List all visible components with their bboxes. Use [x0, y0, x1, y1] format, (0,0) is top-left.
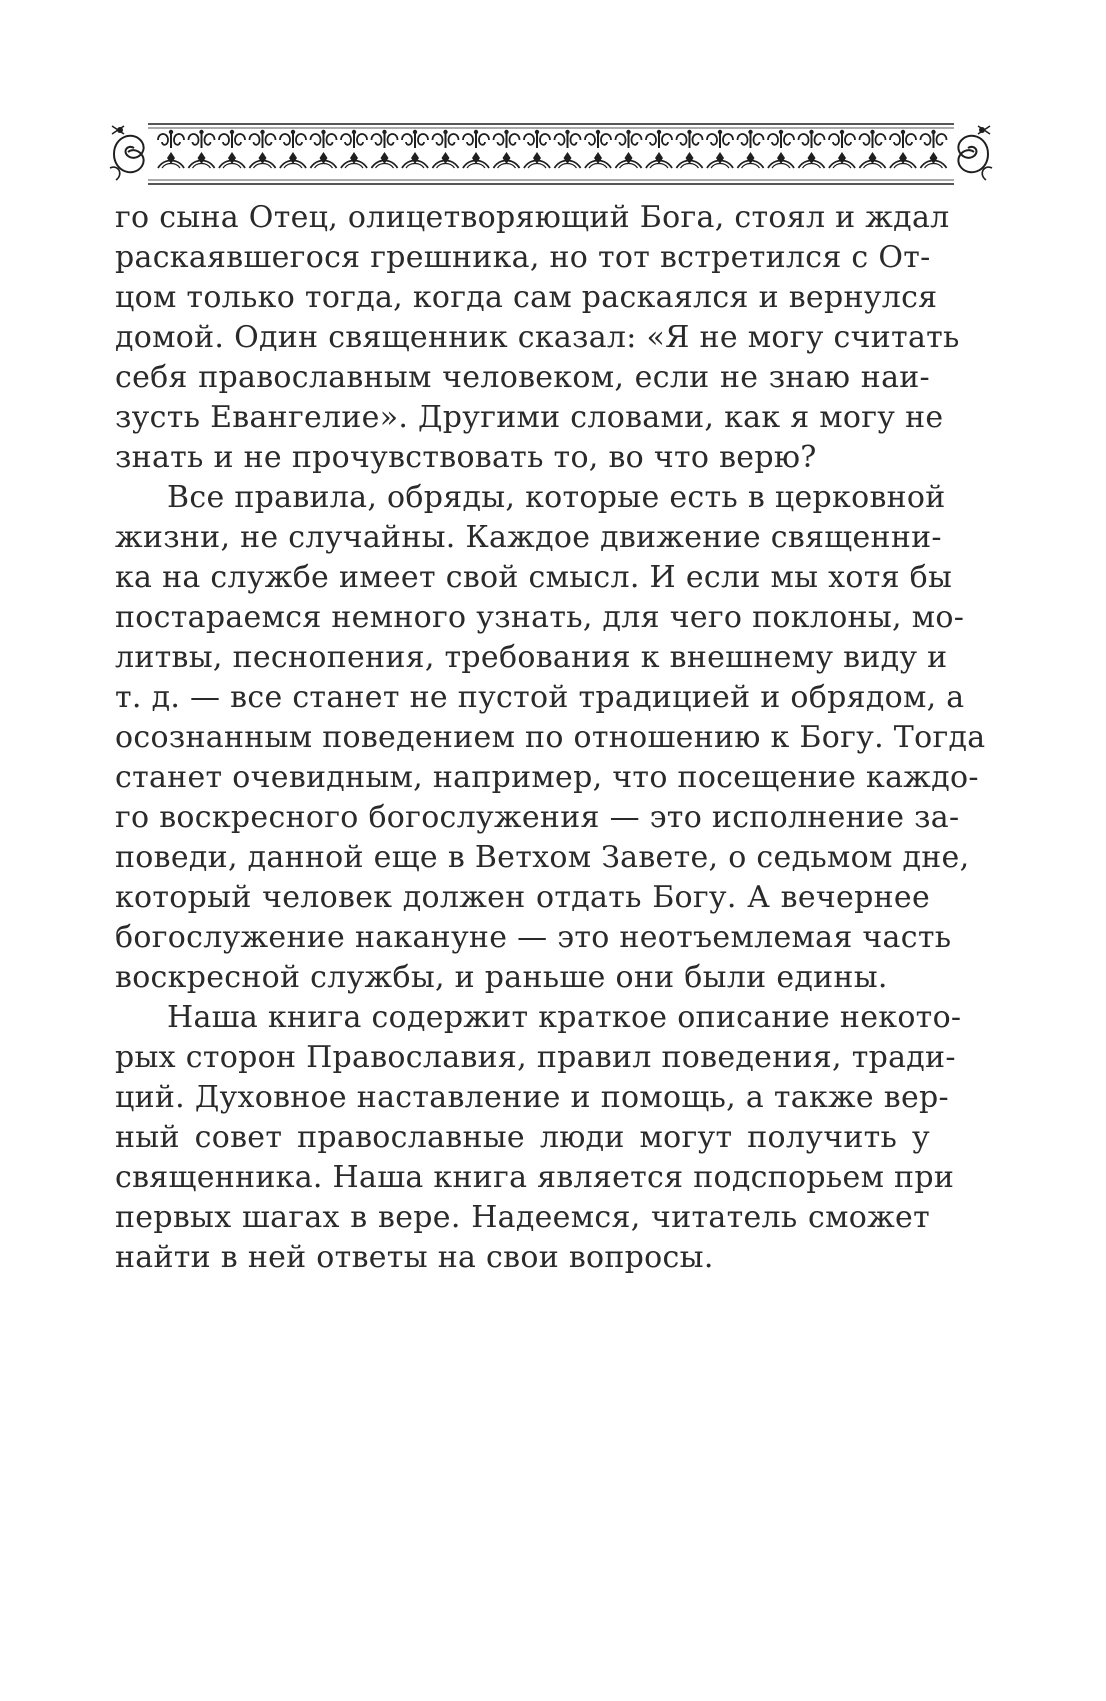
text-line: знать и не прочувствовать то, во что верю?	[115, 440, 817, 475]
ornament-motif-icon	[646, 130, 672, 168]
text-line: ка на службе имеет свой смысл. И если мы хотя бы	[115, 560, 953, 595]
text-line: жизни, не случайны. Каждое движение священни-	[115, 520, 942, 555]
text-line: рых сторон Православия, правил поведения, тради-	[115, 1040, 956, 1075]
ornament-motif-icon	[829, 130, 855, 168]
text-line: постараемся немного узнать, для чего поклоны, мо-	[115, 600, 965, 635]
ornament-motif-icon	[524, 130, 550, 168]
text-line: который человек должен отдать Богу. А вечернее	[115, 880, 930, 915]
ornament-motif-icon	[158, 130, 184, 168]
ornament-motif-icon	[250, 130, 276, 168]
ornament-motif-icon	[738, 130, 764, 168]
text-line: домой. Один священник сказал: «Я не могу считать	[115, 320, 960, 355]
ornament-motif-icon	[799, 130, 825, 168]
text-line: найти в ней ответы на свои вопросы.	[115, 1240, 714, 1275]
ornament-motif-icon	[219, 130, 245, 168]
text-line: т. д. — все станет не пустой традицией и обрядом, а	[115, 680, 965, 715]
ornament-motif-icon	[860, 130, 886, 168]
text-line: священника. Наша книга является подспорьем при	[115, 1160, 955, 1195]
text-line: Все правила, обряды, которые есть в церковной	[167, 480, 946, 515]
ornament-motif-icon	[494, 130, 520, 168]
ornament-motif-icon	[707, 130, 733, 168]
ornament-motif-icon	[433, 130, 459, 168]
text-line: богослужение накануне — это неотъемлемая часть	[115, 920, 952, 955]
text-line: станет очевидным, например, что посещение каждо-	[115, 760, 979, 795]
ornamental-border-icon	[108, 118, 994, 188]
ornament-motif-icon	[555, 130, 581, 168]
text-line: воскресной службы, и раньше они были едины.	[115, 960, 888, 995]
text-line: Наша книга содержит краткое описание некото-	[167, 1000, 962, 1035]
body-text	[115, 198, 986, 1278]
ornament-motif-icon	[768, 130, 794, 168]
text-line: го воскресного богослужения — это исполнение за-	[115, 800, 960, 835]
ornament-motif-icon	[890, 130, 916, 168]
text-line: зусть Евангелие». Другими словами, как я могу не	[115, 400, 944, 435]
ornament-motif-icon	[311, 130, 337, 168]
ornament-motif-icon	[616, 130, 642, 168]
ornament-motif-icon	[341, 130, 367, 168]
right-flourish-icon	[958, 126, 992, 180]
text-line: первых шагах в вере. Надеемся, читатель сможет	[115, 1200, 930, 1235]
ornament-motif-icon	[585, 130, 611, 168]
text-line: себя православным человеком, если не знаю наи-	[115, 360, 930, 395]
ornament-motif-icon	[372, 130, 398, 168]
ornament-motif-icon	[921, 130, 947, 168]
text-line: ный совет православные люди могут получить у	[115, 1120, 930, 1155]
text-line: поведи, данной еще в Ветхом Завете, о седьмом дне,	[115, 840, 970, 875]
text-line: раскаявшегося грешника, но тот встретился с От-	[115, 240, 931, 275]
text-line: осознанным поведением по отношению к Богу. Тогда	[115, 720, 986, 755]
ornament-motif-icon	[189, 130, 215, 168]
ornament-motif-icon	[463, 130, 489, 168]
left-flourish-icon	[110, 126, 144, 180]
ornament-motif-icon	[280, 130, 306, 168]
ornament-motif-icon	[677, 130, 703, 168]
ornament-motif-icon	[402, 130, 428, 168]
text-line: го сына Отец, олицетворяющий Бога, стоял и ждал	[115, 200, 950, 235]
text-line: цом только тогда, когда сам раскаялся и вернулся	[115, 280, 938, 315]
text-line: ций. Духовное наставление и помощь, а также вер-	[115, 1080, 949, 1115]
text-line: литвы, песнопения, требования к внешнему виду и	[115, 640, 948, 675]
